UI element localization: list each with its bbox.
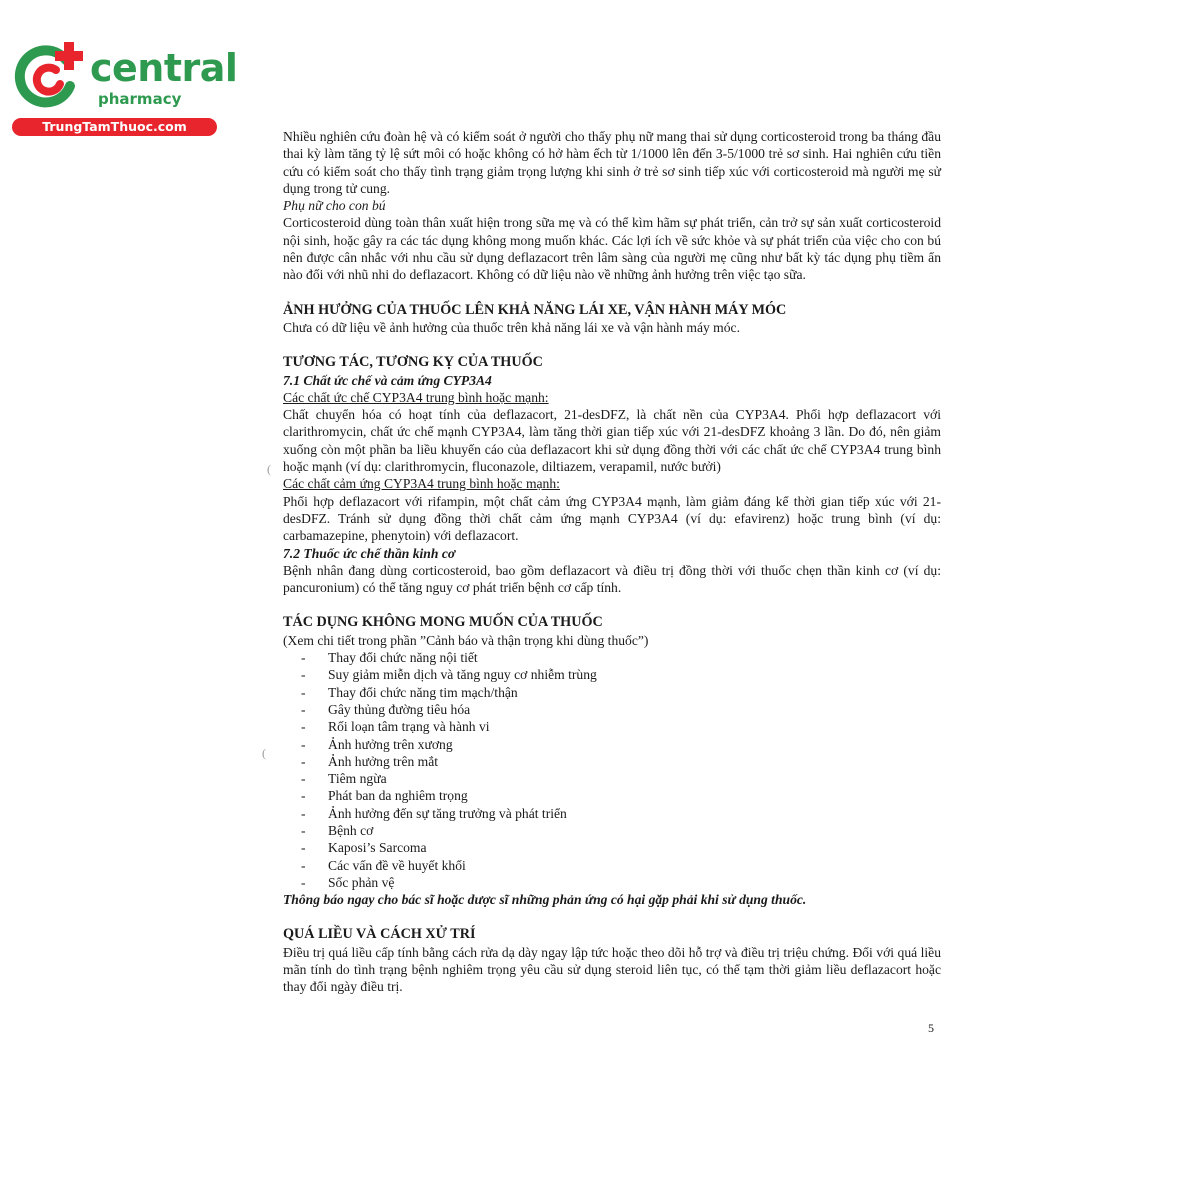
list-item: - Phát ban da nghiêm trọng [301,787,941,804]
document-page [283,128,941,996]
section-7-1-heading: 7.1 Chất ức chế và cảm ứng CYP3A4 [283,372,492,388]
adverse-effects-heading: TÁC DỤNG KHÔNG MONG MUỐN CỦA THUỐC [283,614,603,631]
adverse-effects-list [283,649,941,891]
list-item: - Thay đổi chức năng tim mạch/thận [301,684,941,701]
central-pharmacy-logo-icon [12,40,84,112]
adverse-effects-reference: (Xem chi tiết trong phần ”Cảnh báo và thận trọng khi dùng thuốc”) [283,632,649,648]
list-item: - Suy giảm miễn dịch và tăng nguy cơ nhiễm trùng [301,666,941,683]
interactions-heading: TƯƠNG TÁC, TƯƠNG KỴ CỦA THUỐC [283,354,543,371]
list-item: - Các vấn đề về huyết khối [301,857,941,874]
inducers-paragraph: Phối hợp deflazacort với rifampin, một chất cảm ứng CYP3A4 mạnh, làm giảm đáng kể thời gian tiếp xúc với 21-desDFZ. Tránh sử dụng đồng thời chất cảm ứng mạnh CYP3A4 (ví dụ: efavirenz) hoặc trung bình (ví dụ: carbamazepine, phenytoin) với deflazacort. [283,493,941,544]
list-item: - Ảnh hưởng trên xương [301,736,941,753]
neuromuscular-paragraph: Bệnh nhân đang dùng corticosteroid, bao gồm deflazacort và điều trị đồng thời với thuốc chẹn thần kinh cơ (ví dụ: pancuronium) có thể tăng nguy cơ phát triển bệnh cơ cấp tính. [283,562,941,596]
breastfeeding-paragraph: Corticosteroid dùng toàn thân xuất hiện trong sữa mẹ và có thể kìm hãm sự phát triển, cản trở sự sản xuất corticosteroid nội sinh, hoặc gây ra các tác dụng không mong muốn khác. Các lợi ích về sức khỏe và sự phát triển của việc cho con bú nên được cân nhắc với nhu cầu sử dụng deflazacort trên lâm sàng của người mẹ cũng như bất kỳ tác dụng phụ tiềm ẩn nào đối với nhũ nhi do deflazacort. Không có dữ liệu nào về những ảnh hưởng trên việc tạo sữa. [283,215,941,283]
list-item: - Tiêm ngừa [301,770,941,787]
section-7-2-heading: 7.2 Thuốc ức chế thần kinh cơ [283,545,456,561]
logo-subtitle: pharmacy [98,90,182,108]
pregnancy-paragraph: Nhiều nghiên cứu đoàn hệ và có kiểm soát ở người cho thấy phụ nữ mang thai sử dụng corticosteroid trong ba tháng đầu thai kỳ làm tăng tỷ lệ sứt môi có hoặc không có hở hàm ếch từ 1/1000 lên đến 3-5/1000 trẻ sơ sinh. Hai nghiên cứu tiền cứu có kiểm soát cho thấy tình trạng giảm trọng lượng khi sinh ở trẻ sơ sinh tiếp xúc với corticosteroid mà người mẹ sử dụng trong tử cung. [283,129,941,196]
inhibitors-subheading: Các chất ức chế CYP3A4 trung bình hoặc mạnh: [283,389,549,405]
inducers-subheading: Các chất cảm ứng CYP3A4 trung bình hoặc mạnh: [283,476,560,492]
list-item: - Ảnh hưởng trên mắt [301,753,941,770]
scan-mark: ( [267,462,271,476]
inhibitors-paragraph: Chất chuyển hóa có hoạt tính của deflazacort, 21-desDFZ, là chất nền của CYP3A4. Phối hợp deflazacort với clarithromycin, chất ức chế mạnh CYP3A4, làm tăng thời gian tiếp xúc với 21-desDFZ khoảng 3 lần. Do đó, nên giảm xuống còn một phần ba liều khuyến cáo của deflazacort khi sử dụng đồng thời với các chất ức chế CYP3A4 trung bình hoặc mạnh (ví dụ: clarithromycin, fluconazole, diltiazem, verapamil, nước bưởi) [283,407,941,475]
scan-mark: ( [262,746,266,760]
list-item: - Thay đổi chức năng nội tiết [301,649,941,666]
list-item: - Rối loạn tâm trạng và hành vi [301,718,941,735]
overdose-paragraph: Điều trị quá liều cấp tính bằng cách rửa dạ dày ngay lập tức hoặc theo dõi hỗ trợ và điều trị triệu chứng. Đối với quá liều mãn tính do tình trạng bệnh nghiêm trọng yêu cầu sử dụng steroid liên tục, có thể tạm thời giảm liều deflazacort hoặc thay đổi ngày điều trị. [283,944,941,995]
page-number: 5 [928,1021,934,1035]
overdose-heading: QUÁ LIỀU VÀ CÁCH XỬ TRÍ [283,926,476,943]
logo-brand: central [90,46,238,90]
logo-url: TrungTamThuoc.com [12,118,217,136]
list-item: - Kaposi’s Sarcoma [301,839,941,856]
list-item: - Ảnh hưởng đến sự tăng trưởng và phát triển [301,805,941,822]
adverse-effects-notice: Thông báo ngay cho bác sĩ hoặc dược sĩ những phản ứng có hại gặp phải khi sử dụng thuốc. [283,892,807,908]
list-item: - Sốc phản vệ [301,874,941,891]
driving-heading: ẢNH HƯỞNG CỦA THUỐC LÊN KHẢ NĂNG LÁI XE, VẬN HÀNH MÁY MÓC [283,301,787,318]
list-item: - Gây thủng đường tiêu hóa [301,701,941,718]
breastfeeding-heading: Phụ nữ cho con bú [283,198,386,214]
central-pharmacy-logo [10,38,238,138]
list-item: - Bệnh cơ [301,822,941,839]
driving-paragraph: Chưa có dữ liệu về ảnh hưởng của thuốc trên khả năng lái xe và vận hành máy móc. [283,319,740,335]
